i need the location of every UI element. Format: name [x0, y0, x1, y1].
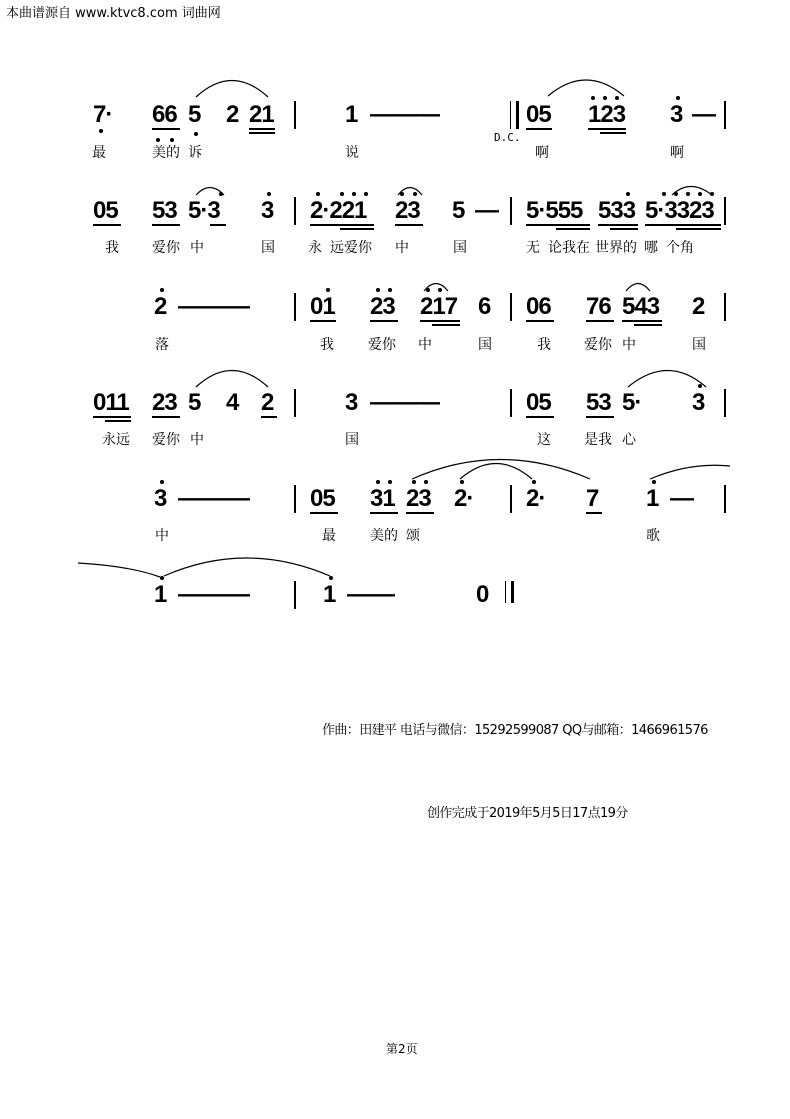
note: 01 — [310, 293, 335, 320]
note-dash: — — [692, 101, 715, 128]
lyric: 无 — [526, 240, 540, 256]
slur — [424, 284, 448, 292]
composer-credits: 作曲：田建平 电话与微信：15292599087 QQ与邮箱：1466961576 — [322, 723, 708, 738]
lyric: 最 — [322, 528, 336, 544]
note: 23 — [152, 389, 177, 416]
slur — [672, 187, 712, 196]
lyric: 国 — [453, 240, 467, 256]
slur — [628, 371, 706, 388]
note: 23 — [395, 197, 420, 224]
note: 7 — [586, 485, 599, 512]
note-dash: — — [226, 293, 249, 320]
note: 21 — [249, 101, 274, 128]
note: 6 — [478, 293, 491, 320]
note-dash: — — [202, 293, 225, 320]
lyric: 国 — [478, 337, 492, 353]
lyric: 美的 — [152, 145, 180, 161]
page-number: 第2页 — [386, 1042, 418, 1056]
lyric: 落 — [155, 337, 169, 353]
note: 1 — [154, 581, 167, 608]
slur — [548, 80, 624, 96]
note-dash: — — [202, 485, 225, 512]
note-dash: — — [226, 581, 249, 608]
note-dash: — — [475, 197, 498, 224]
lyric: 永 — [308, 240, 322, 256]
note-dash: — — [178, 293, 201, 320]
lyric: 美的 — [370, 528, 398, 544]
note: 2· — [526, 485, 546, 512]
lyric: 个角 — [666, 240, 694, 256]
lyric: 远爱你 — [330, 240, 372, 256]
lyric: 国 — [692, 337, 706, 353]
lyric: 爱你 — [368, 337, 396, 353]
note: 53 — [586, 389, 611, 416]
note: 53 — [152, 197, 177, 224]
note: 5 — [188, 389, 201, 416]
note: 533 — [598, 197, 636, 224]
lyric: 是我 — [584, 432, 612, 448]
lyric: 爱你 — [152, 240, 180, 256]
lyric: 说 — [345, 145, 359, 161]
note-dash: — — [416, 389, 439, 416]
lyric: 永远 — [102, 432, 130, 448]
note: 3 — [670, 101, 683, 128]
note-dash: — — [226, 485, 249, 512]
note: 31 — [370, 485, 395, 512]
note: 217 — [420, 293, 458, 320]
lyric: 中 — [395, 240, 409, 256]
note: 011 — [93, 389, 129, 416]
lyric: 世界的 — [595, 240, 637, 256]
lyric: 啊 — [535, 145, 549, 161]
slur — [412, 460, 590, 480]
lyric: 心 — [622, 432, 636, 448]
slur — [196, 371, 268, 388]
lyric: 这 — [537, 432, 551, 448]
note: 3 — [261, 197, 274, 224]
note: 66 — [152, 101, 177, 128]
source-header: 本曲谱源自 www.ktvc8.com 词曲网 — [6, 6, 221, 21]
lyric: 中 — [190, 432, 204, 448]
note-dash: — — [370, 101, 393, 128]
note: 3 — [154, 485, 167, 512]
lyric: 我 — [105, 240, 119, 256]
note: 5 — [452, 197, 465, 224]
slur — [164, 558, 330, 576]
note: 4 — [226, 389, 239, 416]
note: 05 — [526, 101, 551, 128]
note: 23 — [406, 485, 431, 512]
lyric: 我 — [320, 337, 334, 353]
note: 3 — [345, 389, 358, 416]
note: 5 — [188, 101, 201, 128]
note-dash: — — [178, 581, 201, 608]
lyric: 爱你 — [152, 432, 180, 448]
note: 0 — [476, 581, 489, 608]
note: 2 — [154, 293, 167, 320]
slur — [398, 188, 422, 196]
lyric: 啊 — [670, 145, 684, 161]
note: 05 — [310, 485, 335, 512]
note-dash: — — [393, 389, 416, 416]
note: 05 — [93, 197, 118, 224]
note-dash: — — [370, 389, 393, 416]
lyric: 国 — [345, 432, 359, 448]
lyric: 论我在 — [548, 240, 590, 256]
slur — [196, 188, 224, 196]
note: 5·3 — [188, 197, 220, 224]
note-dash: — — [393, 101, 416, 128]
lyric: 歌 — [646, 528, 660, 544]
note-dash: — — [178, 485, 201, 512]
note: 1 — [323, 581, 336, 608]
slur — [460, 464, 532, 480]
slur — [650, 465, 730, 479]
completion-note: 创作完成于2019年5月5日17点19分 — [427, 806, 628, 821]
note: 3 — [692, 389, 705, 416]
lyric: 中 — [190, 240, 204, 256]
note: 05 — [526, 389, 551, 416]
note-dash: — — [202, 581, 225, 608]
note: 2· — [454, 485, 474, 512]
note-dash: — — [347, 581, 370, 608]
note: 23 — [370, 293, 395, 320]
lyric: 我 — [537, 337, 551, 353]
note: 543 — [622, 293, 660, 320]
note: 5· — [622, 389, 642, 416]
note: 06 — [526, 293, 551, 320]
lyric: 中 — [622, 337, 636, 353]
slur — [78, 563, 160, 577]
note: 2 — [226, 101, 239, 128]
note: 1 — [646, 485, 659, 512]
lyric: 颂 — [406, 528, 420, 544]
note: 123 — [588, 101, 626, 128]
note: 5·3323 — [645, 197, 714, 224]
note: 5·555 — [526, 197, 583, 224]
note: 7· — [93, 101, 113, 128]
note: 2 — [261, 389, 274, 416]
note: 2·221 — [310, 197, 367, 224]
lyric: 诉 — [188, 145, 202, 161]
note-dash: — — [670, 485, 693, 512]
lyric: 哪 — [644, 240, 658, 256]
lyric: 爱你 — [584, 337, 612, 353]
slur — [626, 284, 650, 292]
lyric: 最 — [92, 145, 106, 161]
note: 76 — [586, 293, 611, 320]
lyric: 国 — [261, 240, 275, 256]
dc-mark: D.C. — [494, 131, 521, 144]
note: 2 — [692, 293, 705, 320]
note: 1 — [345, 101, 358, 128]
lyric: 中 — [418, 337, 432, 353]
lyric: 中 — [155, 528, 169, 544]
note-dash: — — [371, 581, 394, 608]
slur — [196, 81, 268, 98]
note-dash: — — [416, 101, 439, 128]
